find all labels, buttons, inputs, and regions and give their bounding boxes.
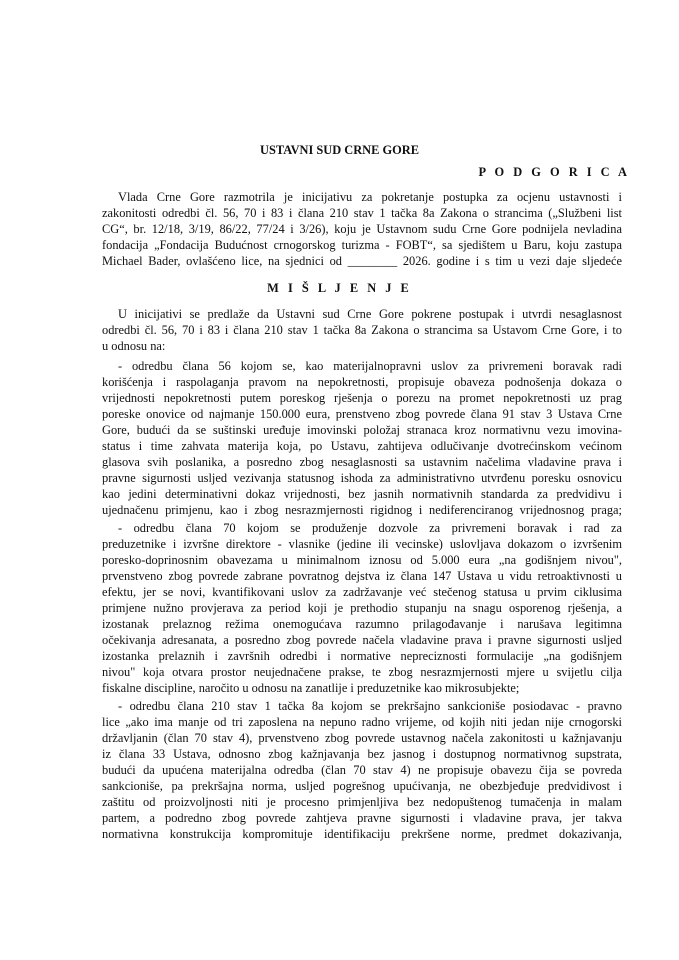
body-line: izostanak prelaznog režima onemogućava razumno prilagođavanje i narušava legitimna [102,617,622,631]
body-line: iz člana 33 Ustava, odnosno zbog kažnjavanja bez jasnog i dostupnog normativnog supstrata, [102,747,622,761]
intro-line: fondacija „Fondacija Budućnost crnogorskog turizma - FOBT“, sa sjedištem u Baru, koju zastupa [102,238,622,252]
body-line: preduzetnike i izvršne direktore - vlasnike (jedine ili vecinske) uslovljava dokazom o izvršenim [102,537,622,551]
body-line: efektu, jer se novi, kvantifikovani uslov za zadržavanje već stečenog statusa u prvim ciklusima [102,585,622,599]
body-line: primjene nužno provjerava za period koji je prethodio stupanju na snagu osporenog rješenja, a [102,601,622,615]
body-line: Gore, budući da se suštinski uređuje imovinski položaj stranaca kroz normativnu vezu imovina- [102,423,622,437]
intro-line: Vlada Crne Gore razmotrila je inicijativu za pokretanje postupka za ocjenu ustavnosti i [118,190,622,204]
body-line: u odnosu na: [102,339,166,353]
body-line: status i time zahvata materija koja, po Ustavu, zahtijeva odlučivanje dvotrećinskom većinom [102,439,622,453]
body-line: sankcioniše, pa prekršajna norma, usljed pogrešnog upućivanja, ne obezbjeđuje predvidivost i [102,779,622,793]
list-item-article-210: - odredbu člana 210 stav 1 tačka 8a kojom se prekršajno sankcioniše posiodavac - pravno [118,699,622,713]
body-line: lice „ako ima manje od tri zaposlena na nepuno radno vrijeme, od kojih niti jedan nije crnogorski [102,715,622,729]
body-line: očekivanja adresanata, a posredno zbog povrede načela vladavine prava i pravne sigurnosti usljed [102,633,622,647]
body-line: korišćenja i raspolaganja pravom na nepokretnosti, propisuje obaveza podnošenja dokaza o [102,375,622,389]
body-line: poresko-doprinosnim obavezama u minimalnom iznosu od 5.000 eura „na godišnjem nivou", [102,553,622,567]
intro-line: zakonitosti odredbi čl. 56, 70 i 83 i člana 210 stav 1 tačka 8a Zakona o strancima („Službeni list [102,206,622,220]
body-line: partem, a podredno zbog povrede zahtjeva pravne sigurnosti i vladavine prava, jer takva [102,811,622,825]
court-heading: USTAVNI SUD CRNE GORE [260,143,419,157]
body-line: fiskalne discipline, naročito u odnosu na zanatlije i preduzetnike kao mikrosubjekte; [102,681,520,695]
list-item-article-56: - odredbu člana 56 kojom se, kao materijalnopravni uslov za privremeni boravak radi [118,359,622,373]
document-title: M I Š L J E N J E [267,281,412,295]
list-item-article-70: - odredbu člana 70 kojom se produženje dozvole za privremeni boravak i rad za [118,521,622,535]
body-line: izostanka prelaznih i završnih odredbi i normative nepreciznosti formulacije „na godišnjem [102,649,622,663]
body-line: prvenstveno zbog povrede zabrane povratnog dejstva iz člana 147 Ustava u vidu retroaktivnosti u [102,569,622,583]
body-line: U inicijativi se predlaže da Ustavni sud Crne Gore pokrene postupak i utvrdi nesaglasnost [118,307,622,321]
body-line: odredbi čl. 56, 70 i 83 i člana 210 stav 1 tačka 8a Zakona o strancima sa Ustavom Crne Gore, i to [102,323,622,337]
body-line: budući da upućena materijalna odredba (član 70 stav 4) ne propisuje obavezu čija se povreda [102,763,622,777]
body-line: normativna konstrukcija kompromituje identifikaciju prekršene norme, predmet dokazivanja, [102,827,622,841]
city-heading: P O D G O R I C A [478,165,630,179]
body-line: vrijednosti nepokretnosti putem poreskog rješenja o porezu na promet nepokretnosti uz prag [102,391,622,405]
body-line: ujednačenu primjenu, kao i zbog nesrazmjernosti rigidnog i nediferenciranog vrijednosnog praga; [102,503,622,517]
body-line: poreske onovice od najmanje 150.000 eura, prenstveno zbog povrede člana 91 stav 3 Ustava Crne [102,407,622,421]
intro-line: Michael Bader, ovlašćeno lice, na sjednici od ________ 2026. godine i s tim u vezi daje sljedeće [102,254,622,268]
body-line: pravne sigurnosti usljed vezivanja statusnog ishoda za administrativno utvrđenu poresku osnovicu [102,471,622,485]
body-line: kao jedini determinativni dokaz vrijednosti, bez jasnih normativnih standarda za predvidivu i [102,487,622,501]
body-line: glasova svih poslanika, a posredno zbog nesaglasnosti sa ustavnim načelima vladavine prava i [102,455,622,469]
body-line: zaštitu od proizvoljnosti niti je procesno primjenljiva bez nedopuštenog tumačenja in malam [102,795,622,809]
body-line: državljanin (član 70 stav 4), prvenstveno zbog povrede ustavnog načela zakonitosti u kažnjavanju [102,731,622,745]
body-line: nivou" koja otvara prostor neujednačene prakse, te zbog nesrazmjernosti mjere u svijetlu cilja [102,665,622,679]
intro-line: CG“, br. 12/18, 3/19, 86/22, 77/24 i 3/26), koju je Ustavnom sudu Crne Gore podnijela nevladina [102,222,622,236]
